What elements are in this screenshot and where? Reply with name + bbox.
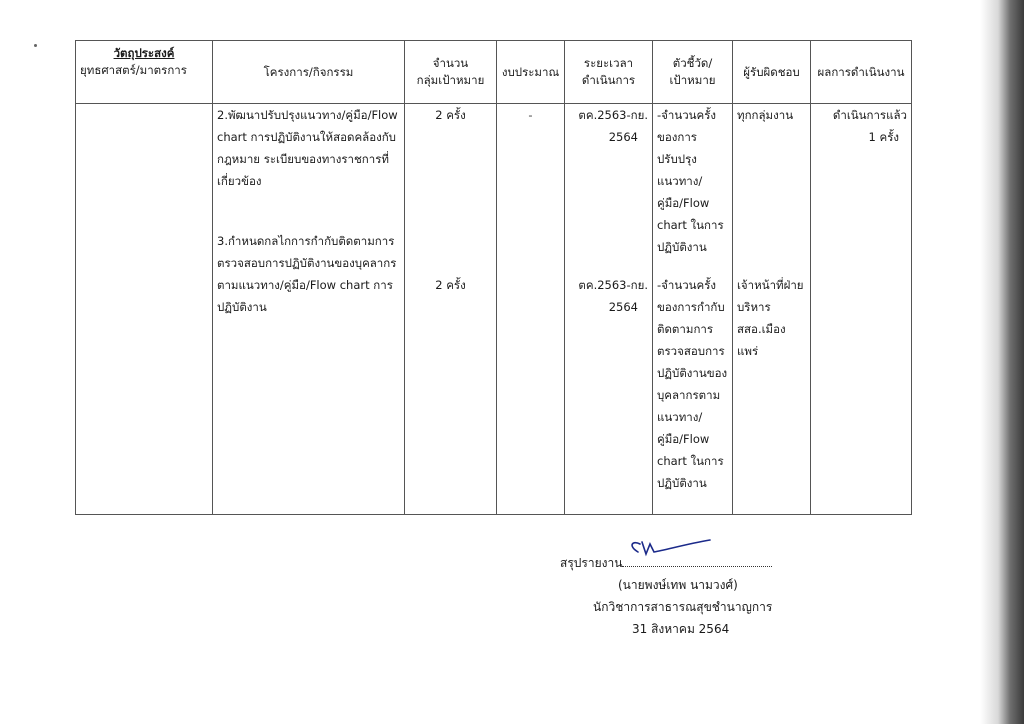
cell-objective [76,104,213,515]
signature-line [560,552,772,574]
report-table-container [75,40,912,515]
cell-responsible [733,104,811,515]
header-objective-strategy [76,41,213,104]
target-item-3: 2 ครั้ง [435,278,466,292]
result-item-2-line2: 1 ครั้ง [868,130,899,144]
header-target-group: จำนวน กลุ่มเป้าหมาย [405,41,497,104]
header-objective: วัตถุประสงค์ [113,46,175,60]
header-responsible: ผู้รับผิดชอบ [733,41,811,104]
responsible-item-2: ทุกกลุ่มงาน [737,108,794,122]
period-item-3-end: 2564 [608,300,638,314]
header-budget: งบประมาณ [497,41,565,104]
scan-edge-shadow [980,0,1024,724]
cell-period [565,104,653,515]
cell-indicator [653,104,733,515]
header-strategy: ยุทธศาสตร์/มาตรการ [80,63,187,77]
indicator-item-2: -จำนวนครั้งของการปรับปรุงแนวทาง/คู่มือ/Flow chart ในการปฏิบัติงาน [657,108,724,254]
table-row [76,104,912,515]
report-table [75,40,912,515]
project-item-3: 3.กำหนดกลไกการกำกับติดตามการตรวจสอบการปฏิบัติงานของบุคลากรตามแนวทาง/คู่มือ/Flow chart การปฏิบัติงาน [217,234,397,314]
cell-result [811,104,912,515]
cell-target [405,104,497,515]
budget-item-2: - [528,108,533,122]
handwritten-signature [626,538,716,562]
cell-project [213,104,405,515]
indicator-item-3: -จำนวนครั้งของการกำกับติดตามการตรวจสอบการปฏิบัติงานของบุคลากรตามแนวทาง/คู่มือ/Flow chart ในการปฏิบัติงาน [657,278,728,490]
summary-label: สรุปรายงาน [560,556,623,570]
target-item-2: 2 ครั้ง [435,108,466,122]
header-indicator: ตัวชี้วัด/ เป้าหมาย [653,41,733,104]
result-item-2-line1: ดำเนินการแล้ว [832,108,907,122]
signer-name: (นายพงษ์เทพ นามวงศ์) [618,578,738,592]
period-item-2-start: ตค.2563-กย. [578,108,648,122]
signature-dotted-line [622,552,772,567]
cell-budget [497,104,565,515]
period-item-3-start: ตค.2563-กย. [578,278,648,292]
header-period: ระยะเวลา ดำเนินการ [565,41,653,104]
project-item-2: 2.พัฒนาปรับปรุงแนวทาง/คู่มือ/Flow chart การปฏิบัติงานให้สอดคล้องกับกฎหมาย ระเบียบของทางราชการที่เกี่ยวข้อง [217,108,398,188]
signer-position: นักวิชาการสาธารณสุขชำนาญการ [593,600,773,614]
signature-date: 31 สิงหาคม 2564 [632,622,730,636]
header-result: ผลการดำเนินงาน [811,41,912,104]
header-project: โครงการ/กิจกรรม [213,41,405,104]
responsible-item-3: เจ้าหน้าที่ฝ่ายบริหาร สสอ.เมืองแพร่ [737,278,804,358]
header-row [76,41,912,104]
scan-speck [34,44,37,47]
period-item-2-end: 2564 [608,130,638,144]
